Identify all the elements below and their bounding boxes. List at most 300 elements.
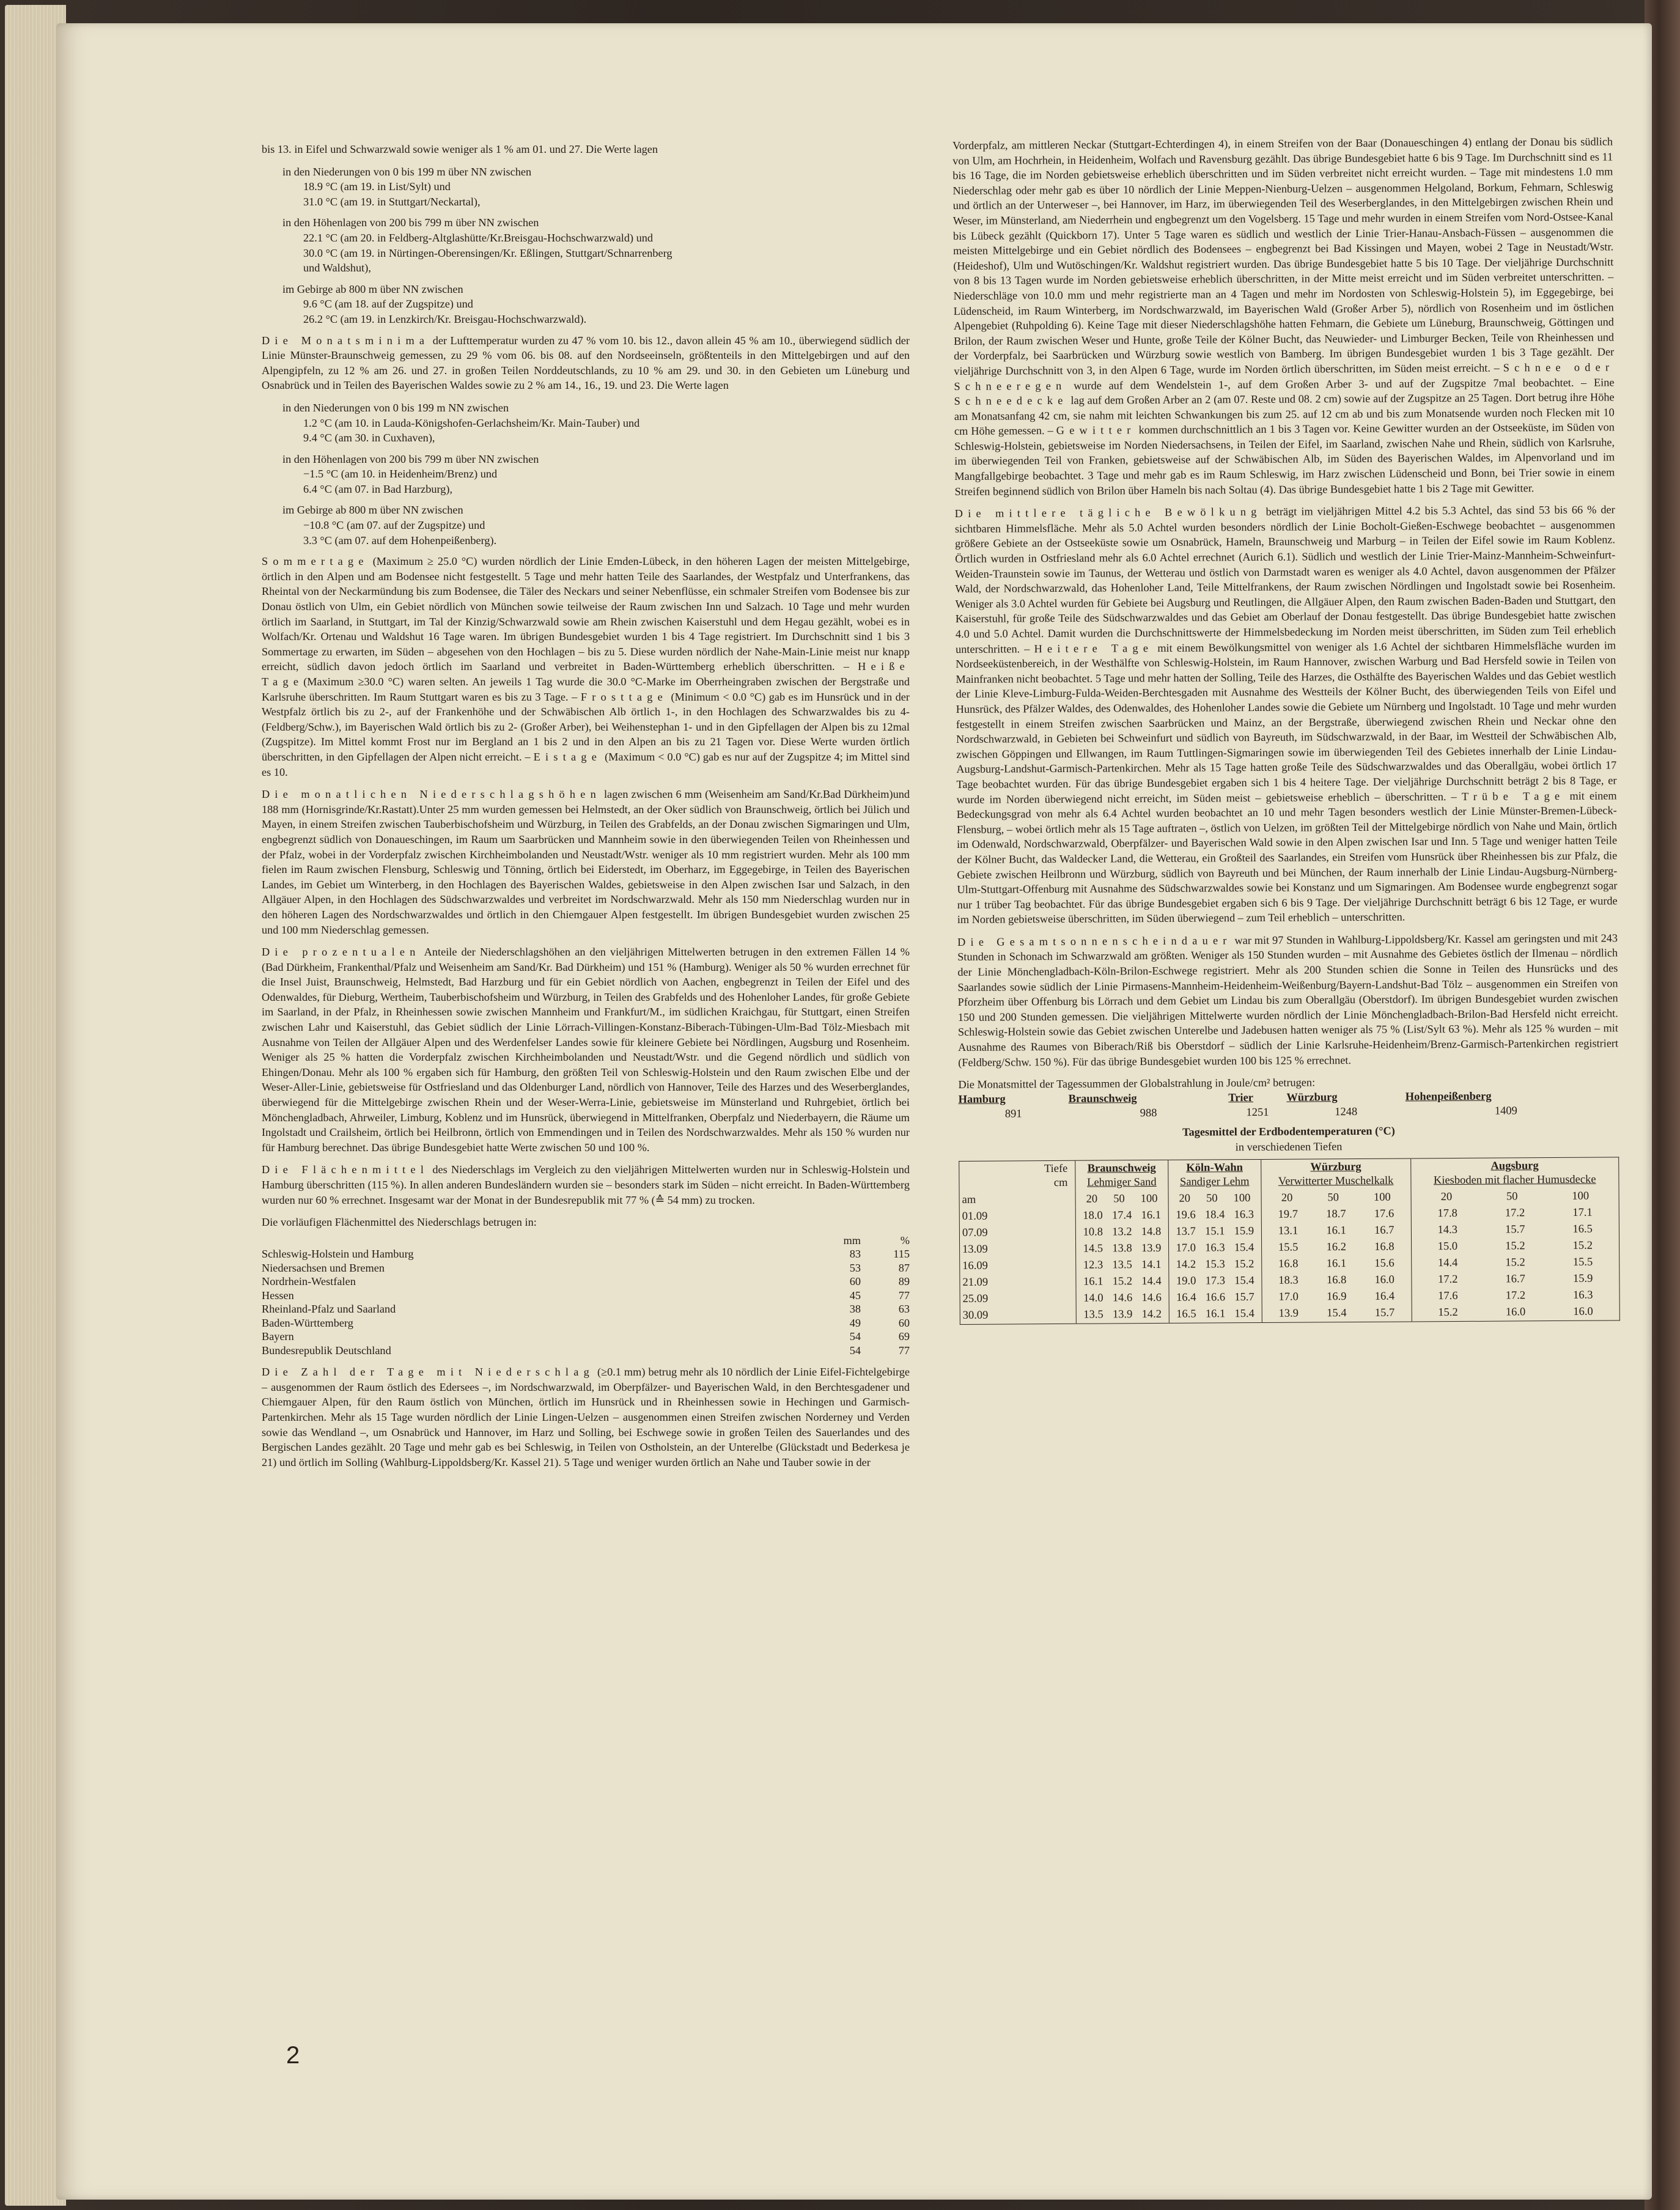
temperature-value: 16.2	[1326, 1241, 1347, 1254]
temperature-value: 17.8	[1437, 1207, 1457, 1220]
depth-value: 50	[1327, 1192, 1339, 1204]
soil-type: Sandiger Lehm	[1179, 1176, 1250, 1188]
temperature-value: 15.2	[1234, 1258, 1254, 1271]
temperature-value: 15.4	[1327, 1307, 1347, 1320]
date-cell: 16.09	[962, 1259, 988, 1273]
paragraph-text: (≥0.1 mm) betrug mehr als 10 nördlich der Linie Eifel-Fichtelgebirge – ausgenommen der Raum östlich des Edersees –, im Nordschwarzwald, im Oberpfälzer- und Bayerischen Wald, in den Berchtesgadener und Chiemgauer Alpen, für den Raum östlich von München, örtlich im Hunsrück und in Rheinhessen sowie in Hechingen und Garmisch-Partenkirchen. Mehr als 15 Tage wurden nördlich der Linie Lingen-Uelzen – ausgenommen einen Streifen zwischen Norderney und Verden sowie das Wendland –, um Osnabrück und Hannover, im Harz und Solling, bei Eschwege sowie in großen Teilen des Sauerlandes und des Bergischen Landes gezählt. 20 Tage und mehr gab es bei Schleswig, in Teilen von Ostholstein, an der Unterelbe (Glückstadt und Bederkesa je 21) und örtlich im Solling (Wahlburg-Lippoldsberg/Kr. Kassel 21). 5 Tage und weniger wurden örtlich an Nahe und Tauber sowie in der	[262, 1366, 910, 1468]
temperature-value: 16.1	[1326, 1258, 1347, 1270]
temperature-value: 13.8	[1112, 1242, 1132, 1255]
value-percent: 60	[898, 1316, 910, 1329]
temperature-value: 16.5	[1572, 1223, 1593, 1236]
temperature-values	[1171, 1274, 1259, 1289]
value-mm: 53	[849, 1261, 861, 1274]
date-cell: 30.09	[962, 1309, 989, 1322]
station-name: Trier	[1228, 1091, 1254, 1105]
temperature-value: 16.0	[1505, 1306, 1526, 1319]
depth-cell	[1075, 1191, 1168, 1208]
temperature-values	[1078, 1258, 1166, 1273]
paragraph-text: war mit 97 Stunden in Wahlburg-Lippoldsberg/Kr. Kassel am geringsten und mit 243 Stunden in Schonach im Schwarzwald am größten. Weniger als 150 Stunden wurden – mit Ausnahme des Gebietes östlich der Ilmenau – nördlich der Linie Mönchengladbach-Köln-Brilon-Eschwege registriert. Mehr als 200 Stunden schien die Sonne in Teilen des Hunsrücks und des Saarlandes sowie südlich der Linie Pirmasens-Mannheim-Heidenheim-Weißenburg/Bayern-Landshut-Bad Tölz – ausgenommen ein Streifen von Pforzheim über Offenburg bis Lörrach und dem Gebiet um Lindau bis zum Oberallgäu (Oberstdorf). Im übrigen Bundesgebiet wurden zwischen 150 und 200 Stunden gemessen. Die vieljährigen Mittelwerte wurden nördlich der Linie Mönchengladbach-Brilon-Bad Hersfeld nicht erreicht. Schleswig-Holstein sowie das Gebiet zwischen Unterelbe und Jadebusen hatten weniger als 75 % (List/Sylt 63 %). Mehr als 125 % wurden – mit Ausnahme des Raumes von Biberach/Riß bis Oberstdorf – südlich der Linie Karlsruhe-Heidenheim/Brenz-Garmisch-Partenkirchen registriert (Feldberg/Schw. 150 %). Für das übrige Bundesgebiet wurden 100 bis 125 % errechnet.	[957, 932, 1619, 1069]
range-line: 9.4 °C (am 30. in Cuxhaven),	[303, 432, 435, 444]
spaced-term: Die mittlere tägliche Bewölkung	[954, 506, 1262, 520]
temperature-value: 15.2	[1505, 1256, 1525, 1269]
paragraph	[952, 134, 1615, 499]
table-row	[262, 1316, 910, 1330]
precipitation-table	[262, 1234, 910, 1358]
soil-table-title: Tagesmittel der Erdbodentemperaturen (°C)	[1182, 1124, 1395, 1138]
temperature-value: 14.6	[1112, 1292, 1133, 1305]
temperature-value: 16.0	[1374, 1273, 1394, 1287]
temperature-value: 13.9	[1278, 1307, 1299, 1320]
paragraph	[262, 333, 910, 393]
temperature-values	[1264, 1224, 1409, 1239]
depth-value: 20	[1281, 1192, 1293, 1204]
value-mm: 38	[849, 1303, 861, 1316]
spaced-term: Schneedecke	[954, 394, 1068, 408]
range-heading: im Gebirge ab 800 m über NN zwischen	[282, 282, 463, 295]
temperature-value: 14.4	[1437, 1257, 1458, 1270]
temperature-value: 16.4	[1374, 1290, 1395, 1303]
paragraph	[262, 1162, 910, 1207]
temperature-value: 17.2	[1438, 1273, 1458, 1286]
range-heading: im Gebirge ab 800 m über NN zwischen	[282, 504, 463, 517]
temperature-value: 16.3	[1234, 1209, 1254, 1221]
temperature-values	[1171, 1225, 1259, 1239]
state-name: Bayern	[262, 1330, 294, 1343]
temperature-values	[1264, 1257, 1409, 1272]
range-heading: in den Niederungen von 0 bis 199 m über NN zwischen	[282, 165, 532, 178]
soil-type: Lehmiger Sand	[1087, 1176, 1157, 1189]
temperature-cell	[1261, 1239, 1411, 1256]
range-block	[262, 164, 910, 210]
range-line: 1.2 °C (am 10. in Lauda-Königshofen-Gerlachsheim/Kr. Main-Tauber) und	[303, 416, 640, 429]
value-percent: 77	[898, 1289, 910, 1302]
soil-table-subtitle: in verschiedenen Tiefen	[1235, 1140, 1343, 1153]
temperature-values	[1414, 1272, 1617, 1287]
temperature-cell	[1168, 1207, 1261, 1224]
depth-value: 20	[1086, 1193, 1098, 1206]
depth-cell	[1261, 1190, 1411, 1207]
temperature-value: 17.3	[1205, 1275, 1226, 1287]
spaced-term: Die Zahl der Tage mit Niederschlag	[262, 1366, 594, 1379]
temperature-value: 14.0	[1083, 1292, 1103, 1305]
temperature-value: 15.3	[1205, 1258, 1225, 1271]
depth-values	[1078, 1192, 1166, 1207]
radiation-value: 1251	[1246, 1107, 1269, 1119]
temperature-value: 14.5	[1083, 1242, 1103, 1255]
depth-cell	[1168, 1190, 1261, 1207]
temperature-values	[1078, 1209, 1166, 1223]
range-line: 6.4 °C (am 07. in Bad Harzburg),	[303, 482, 453, 495]
value-percent: 115	[893, 1248, 910, 1261]
depth-value: 100	[1233, 1192, 1251, 1205]
range-block	[262, 503, 910, 548]
station-name: Hohenpeißenberg	[1405, 1090, 1492, 1103]
state-name: Baden-Württemberg	[262, 1316, 353, 1329]
temperature-value: 15.0	[1437, 1240, 1458, 1253]
range-line: 3.3 °C (am 07. auf dem Hohenpeißenberg).	[303, 534, 497, 547]
temperature-value: 13.9	[1141, 1242, 1162, 1255]
state-name: Niedersachsen und Bremen	[262, 1261, 385, 1274]
date-cell: 21.09	[962, 1276, 989, 1289]
temperature-cell	[1262, 1289, 1412, 1306]
value-percent: 89	[898, 1275, 910, 1288]
temperature-value: 13.5	[1112, 1259, 1132, 1272]
spaced-term: Schnee oder Schneeregen	[954, 361, 1615, 392]
temperature-values	[1078, 1275, 1166, 1289]
temperature-value: 15.2	[1572, 1239, 1593, 1253]
temperature-values	[1264, 1240, 1409, 1255]
paragraph-text: kommen durchschnittlich an 1 bis 3 Tagen vor. Keine Gewitter wurden an der Ostseeküste, im Süden von Schleswig-Holstein, gebietsweise im Norden Niedersachsens, in Teilen der Eifel, im Saarland, zwischen Nahe und Rhein, südlich von Karlsruhe, im überwiegenden Teil von Franken, gebietsweise auf der Schwäbischen Alb, im Süden des Bayerischen Waldes, im Alpenvorland und im Mangfallgebirge beobachtet. 3 Tage und mehr gab es im Raum Schleswig, im Harz zwischen Lüdenscheid und Bonn, bei Trier sowie in einem Streifen beginnend südlich von Brilon über Hameln bis nach Soltau (4). Das übrige Bundesgebiet hatte 1 bis 2 Tage mit Gewitter.	[954, 421, 1615, 498]
range-block	[262, 282, 910, 327]
soil-type: Kiesboden mit flacher Humusdecke	[1433, 1173, 1596, 1187]
station-header	[1075, 1160, 1168, 1192]
temperature-value: 16.1	[1205, 1308, 1226, 1320]
temperature-cell	[1076, 1257, 1169, 1274]
temperature-cell	[1412, 1304, 1620, 1322]
temperature-values	[1264, 1306, 1409, 1321]
soil-type: Verwitterter Muschelkalk	[1278, 1174, 1394, 1188]
temperature-value: 16.9	[1327, 1291, 1347, 1303]
temperature-values	[1171, 1241, 1259, 1256]
spaced-term: Eistage	[533, 750, 602, 763]
range-block	[262, 452, 910, 497]
radiation-value: 1409	[1494, 1105, 1517, 1118]
left-column	[262, 142, 910, 1477]
spaced-term: Heitere Tage	[1034, 641, 1154, 655]
paragraph-text: (Maximum ≥ 25.0 °C) wurden nördlich der Linie Emden-Lübeck, in den höheren Lagen der meisten Mittelgebirge, örtlich in den Alpen und am Bodensee nicht festgestellt. 5 Tage und mehr hatten Teile des Saarlandes, der Westpfalz und Unterfrankens, das Rheintal von der Neckarmündung bis zum Bodensee, die Täler des Neckars und seiner Nebenflüsse, ein schmaler Streifen vom Bodensee bis zur Donau östlich von Ulm, ein Gebiet nördlich von München sowie teilweise der Raum zwischen Inn und Salzach. 10 Tage und mehr wurden örtlich im Saarland, in Stuttgart, im Tal der Kinzig/Schwarzwald sowie am Rhein zwischen Kaiserstuhl und dem Hegau gezählt, wobei es in Wolfach/Kr. Ortenau und Waldshut 16 Tage waren. Im übrigen Bundesgebiet wurden 1 bis 4 Tage registriert. Im Durchschnitt sind 1 bis 3 Sommertage zu erwarten, im Süden – abgesehen von den Hochlagen – bis zu 5. Diese wurden nördlich der Nahe-Main-Linie meist nur knapp erreicht, südlich davon jedoch örtlich im Saarland und verbreitet in Baden-Württemberg erheblich überschritten. –	[262, 555, 910, 673]
temperature-value: 17.0	[1278, 1291, 1299, 1303]
temperature-values	[1414, 1305, 1617, 1320]
temperature-values	[1414, 1256, 1617, 1271]
state-name: Bundesrepublik Deutschland	[262, 1344, 391, 1357]
temperature-value: 18.3	[1278, 1274, 1299, 1287]
temperature-value: 15.5	[1572, 1256, 1593, 1269]
temperature-value: 17.2	[1505, 1289, 1526, 1302]
depth-value: 20	[1440, 1191, 1453, 1204]
value-percent: 77	[898, 1344, 910, 1357]
value-mm: 60	[849, 1275, 861, 1288]
temperature-values	[1414, 1239, 1617, 1254]
station-header	[1410, 1157, 1619, 1190]
temperature-value: 14.3	[1437, 1224, 1458, 1237]
range-block	[262, 400, 910, 446]
temperature-cell	[1169, 1306, 1262, 1323]
temperature-value: 14.6	[1141, 1292, 1162, 1305]
temperature-cell	[1168, 1223, 1261, 1240]
depth-value: 20	[1179, 1192, 1191, 1205]
temperature-value: 12.3	[1083, 1259, 1103, 1272]
depth-values	[1264, 1191, 1408, 1206]
temperature-values	[1413, 1206, 1616, 1221]
radiation-table	[959, 1088, 1607, 1122]
paragraph-text: des Niederschlags im Vergleich zu den vieljährigen Mittelwerten wurden nur in Schleswig-Holstein und Hamburg überschritten (115 %). In allen anderen Bundesländern wurden sie – besonders stark im Süden – nicht erreicht. In Baden-Württemberg wurden nur 60 % errechnet. Insgesamt war der Monat in der Bundesrepublik mit 77 % (≙ 54 mm) zu trocken.	[262, 1163, 910, 1206]
station-name: Würzburg	[1310, 1161, 1361, 1174]
depth-value: 100	[1572, 1190, 1590, 1203]
temperature-cell	[1169, 1273, 1262, 1290]
temperature-value: 15.2	[1505, 1240, 1525, 1253]
range-heading: in den Höhenlagen von 200 bis 799 m über NN zwischen	[282, 452, 539, 465]
spaced-term: Die Flächenmittel	[262, 1163, 429, 1176]
temperature-value: 13.7	[1176, 1225, 1196, 1238]
station-name: Braunschweig	[1068, 1092, 1137, 1105]
temperature-value: 16.8	[1374, 1240, 1394, 1254]
temperature-value: 16.1	[1326, 1225, 1346, 1237]
temperature-cell	[1168, 1240, 1261, 1257]
temperature-value: 13.1	[1278, 1225, 1299, 1237]
table-row	[960, 1304, 1619, 1325]
temperature-cell	[1411, 1271, 1619, 1289]
date-column-label: am	[962, 1193, 976, 1207]
temperature-cell	[1411, 1221, 1619, 1239]
temperature-value: 16.1	[1141, 1209, 1162, 1222]
paragraph	[262, 1365, 910, 1470]
temperature-value: 10.8	[1083, 1226, 1103, 1239]
depth-value: 100	[1140, 1193, 1158, 1206]
paragraph-text: (Maximum < 0.0 °C) gab es nur auf der Zugspitze 4; im Mittel sind es 10.	[262, 750, 910, 778]
temperature-cell	[1262, 1305, 1412, 1323]
temperature-value: 15.9	[1572, 1272, 1593, 1286]
paragraph-text: mit einem Bedeckungsgrad von mehr als 6.4 Achtel wurden beobachtet an 10 und mehr Tagen besonders westlich der Linie Münster-Bremen-Lübeck-Flensburg, – wobei örtlich mehr als 15 Tage auftraten –, östlich von Uelzen, im größten Teil der Mittelgebirge nördlich von Nahe und Main, örtlich im Odenwald, Nordschwarzwald, Oberpfälzer- und Bayerischen Wald sowie in den Alpen zwischen Isar und Inn. 5 Tage und weniger hatten Teile der Kölner Bucht, das Waldecker Land, die Wetterau, ein Großteil des Saarlandes, ein Streifen vom Hunsrück über Rheinhessen bis zur Pfalz, die Gebiete zwischen Heilbronn und Würzburg, südlich von Bayreuth und bei München, der Raum innerhalb der Linie Lindau-Augsburg-Nürnberg-Ulm-Stuttgart-Offenburg mit Ausnahme des Südschwarzwaldes sowie bei Konstanz und um Sigmaringen. Am Bodensee wurde engbegrenzt sogar nur 1 trüber Tag beobachtet. Für das übrige Bundesgebiet ergaben sich 6 bis 9 Tage. Der vieljährige Durchschnitt beträgt 6 bis 12 Tage, er wurde im Norden gebietsweise überschritten, im Süden überwiegend – zum Teil erheblich – unterschritten.	[956, 789, 1618, 926]
temperature-value: 15.4	[1234, 1308, 1254, 1320]
temperature-value: 13.2	[1112, 1226, 1132, 1239]
temperature-value: 16.6	[1205, 1291, 1226, 1304]
temperature-value: 15.4	[1234, 1242, 1254, 1254]
range-line: 9.6 °C (am 18. auf der Zugspitze) und	[303, 298, 473, 311]
temperature-value: 17.4	[1111, 1209, 1132, 1222]
state-name: Schleswig-Holstein und Hamburg	[262, 1248, 414, 1261]
range-heading: in den Niederungen von 0 bis 199 m NN zwischen	[282, 401, 509, 414]
temperature-cell	[1169, 1289, 1262, 1306]
range-line: 31.0 °C (am 19. in Stuttgart/Neckartal),	[303, 195, 481, 208]
temperature-value: 17.6	[1438, 1290, 1458, 1303]
temperature-cell	[1411, 1205, 1619, 1223]
range-block	[262, 215, 910, 275]
spaced-term: Frosttage	[580, 690, 668, 703]
paragraph-text: beträgt im vieljährigen Mittel 4.2 bis 5.3 Achtel, das sind 53 bis 66 % der sichtbaren Himmelsfläche. Mehr als 5.0 Achtel wurden besonders nördlich der Linie Bocholt-Gießen-Eschwege beobachtet – ausgenommen größere Gebiete an der Ostseeküste sowie um Osnabrück, Hameln, Braunschweig und Marburg – in Teilen der Eifel sowie im Raum Koblenz. Örtlich wurden in Ostfriesland mehr als 6.0 Achtel errechnet (Aurich 6.1). Südlich und westlich der Linie Trier-Mainz-Mannheim-Schweinfurt-Weiden-Traunstein sowie im Taunus, der Wetterau und östlich von Darmstadt waren es weniger als 4.0 Achtel, davon ausgenommen der Pfälzer Wald, der Nordschwarzwald, das Hohenloher Land, Teile Mittelfrankens, der Raum zwischen Nördlingen und Ingolstadt sowie bei Rosenheim. Weniger als 3.0 Achtel wurden für Gebiete bei Augsburg und Reutlingen, die Allgäuer Alpen, den Raum zwischen Baden-Baden und Stuttgart, den Kaiserstuhl, für große Teile des Südschwarzwaldes und das Gebiet am Oberlauf der Donau festgestellt. Das übrige Bundesgebiet hatte zwischen 4.0 und 5.0 Achtel. Damit wurden die Durchschnittswerte der Himmelsbedeckung im Norden meist überschritten, im Süden zum Teil erheblich unterschritten. –	[954, 503, 1616, 655]
temperature-cell	[1412, 1287, 1620, 1305]
station-header	[1168, 1160, 1261, 1191]
temperature-values	[1078, 1242, 1166, 1256]
paragraph	[262, 787, 910, 937]
temperature-value: 16.8	[1326, 1274, 1347, 1287]
temperature-value: 15.2	[1438, 1306, 1458, 1319]
state-name: Hessen	[262, 1289, 294, 1302]
temperature-cell	[1261, 1223, 1411, 1240]
table-row	[262, 1247, 910, 1261]
paragraph	[262, 945, 910, 1155]
temperature-cell	[1262, 1272, 1412, 1289]
soil-temperature-table	[959, 1157, 1620, 1325]
temperature-value: 16.1	[1083, 1275, 1103, 1288]
range-line: −1.5 °C (am 10. in Heidenheim/Brenz) und	[303, 468, 498, 481]
temperature-values	[1078, 1225, 1166, 1240]
temperature-value: 19.0	[1176, 1275, 1196, 1287]
temperature-value: 16.7	[1505, 1273, 1525, 1286]
right-column	[952, 134, 1620, 1325]
maxima-list	[262, 164, 910, 327]
temperature-values	[1171, 1291, 1259, 1305]
temperature-value: 18.0	[1083, 1209, 1103, 1222]
table-row	[262, 1261, 910, 1275]
station-name: Braunschweig	[1087, 1162, 1156, 1175]
temperature-value: 16.7	[1374, 1224, 1394, 1237]
temperature-value: 15.4	[1234, 1275, 1254, 1287]
depth-corner-cell	[959, 1160, 1075, 1192]
paragraph-text: Anteile der Niederschlagshöhen an den vieljährigen Mittelwerten betrugen in den extremen Fällen 14 % (Bad Dürkheim, Frankenthal/Pfalz und Weisenheim am Sand/Kr. Bad Dürkheim) und 151 % (Hamburg). Weniger als 50 % wurden errechnet für die Insel Juist, Braunschweig, Helmstedt, Bad Harzburg und für ein Gebiet nördlich von Aachen, engbegrenzt in Teilen der Eifel und des Odenwaldes, für Dieburg, Wertheim, Tauberbischofsheim und Würzburg, in Teilen des Grabfelds und des Hohenloher Landes, für große Gebiete im Saarland, in der Pfalz, in Rheinhessen sowie zwischen Mannheim und Frankfurt/M., im südlichen Kraichgau, für Stuttgart, einen Streifen zwischen Lahr und Kaiserstuhl, das Gebiet südlich der Linie Lörrach-Villingen-Konstanz-Biberach-Tübingen-Ulm-Bad Tölz-Miesbach mit Ausnahme von Teilen der Allgäuer Alpen und des Werdenfelser Landes sowie für kleinere Gebiete bei Nördlingen, Augsburg und Rosenheim. Weniger als 25 % hatten die Vorderpfalz zwischen Kirchheimbolanden und Neustadt/Wstr. und die Gegend nördlich und südlich von Ehingen/Donau. Mehr als 100 % ergaben sich für Hamburg, den größten Teil von Schleswig-Holstein und den Raum zwischen Elbe und der Weser-Aller-Linie, gebietsweise für Ostfriesland und das Oldenburger Land, nördlich von Hannover, Teile des Harzes und des Weserberglandes, überwiegend für die Mittelgebirge zwischen Rhein und der Weser-Werra-Linie, gebietsweise im Münsterland und Ruhrgebiet, örtlich bei Mönchengladbach, Ahrweiler, Limburg, Koblenz und im Hunsrück, überwiegend in Mittelfranken, Oberpfalz und Niederbayern, die Räume um Ingolstadt und Crailsheim, örtlich bei Heilbronn, örtlich von Emmendingen und in Teilen des Nordschwarzwaldes. Mehr als 150 % wurden nur für Hamburg berechnet. Das übrige Bundesgebiet hatte Werte zwischen 50 und 100 %.	[262, 946, 910, 1154]
depth-value: 50	[1206, 1192, 1218, 1205]
depth-unit: cm	[1053, 1177, 1068, 1190]
temperature-value: 16.3	[1573, 1289, 1593, 1302]
temperature-value: 18.4	[1204, 1209, 1225, 1221]
station-name: Hamburg	[958, 1093, 1006, 1106]
temperature-cell	[1075, 1224, 1168, 1241]
table-row	[262, 1302, 910, 1316]
temperature-value: 15.5	[1278, 1241, 1299, 1254]
temperature-values	[1264, 1273, 1409, 1288]
page-number: 2	[286, 2042, 300, 2069]
depth-values	[1171, 1192, 1258, 1206]
temperature-cell	[1075, 1207, 1168, 1225]
paragraph: bis 13. in Eifel und Schwarzwald sowie weniger als 1 % am 01. und 27. Die Werte lagen	[262, 143, 658, 155]
spaced-term: Die Monatsminima	[262, 334, 430, 347]
temperature-values	[1079, 1291, 1166, 1306]
temperature-cell	[1076, 1240, 1169, 1258]
table-intro: Die vorläufigen Flächenmittel des Niederschlags betrugen in:	[262, 1216, 537, 1229]
table-row	[262, 1275, 910, 1289]
paragraph	[262, 554, 910, 779]
temperature-value: 17.2	[1505, 1207, 1525, 1220]
temperature-values	[1264, 1207, 1408, 1222]
radiation-value-row	[959, 1103, 1607, 1122]
station-name: Köln-Wahn	[1186, 1162, 1243, 1174]
radiation-value: 891	[1004, 1108, 1022, 1121]
value-percent: 63	[898, 1303, 910, 1316]
spaced-term: Sommertage	[262, 555, 369, 568]
table-row	[262, 1289, 910, 1303]
spaced-term: Die prozentualen	[262, 946, 421, 959]
value-percent: 69	[898, 1330, 910, 1343]
radiation-intro: Die Monatsmittel der Tagessummen der Globalstrahlung in Joule/cm² betrugen:	[958, 1076, 1316, 1091]
depth-cell	[1411, 1188, 1619, 1206]
depth-value: 50	[1113, 1193, 1125, 1206]
temperature-values	[1171, 1258, 1259, 1272]
temperature-value: 14.2	[1176, 1258, 1196, 1271]
paragraph-text: der Lufttemperatur wurden zu 47 % vom 10. bis 12., davon allein 45 % am 10., überwiegend südlich der Linie Münster-Braunschweig gemessen, zu 29 % vom 06. bis 08. auf den Nordseeinseln, größtenteils in den Mittelgebirgen und auf den Alpengipfeln, zu 12 % am 26. und 27. in großen Teilen Norddeutschlands, zu 10 % am 29. und 30. in den Gebieten um Lüneburg und Osnabrück und in Teilen des Bayerischen Waldes sowie zu 2 % am 14., 16., 19. und 23. Die Werte lagen	[262, 334, 910, 392]
temperature-value: 16.0	[1573, 1305, 1593, 1319]
temperature-value: 14.4	[1141, 1275, 1162, 1288]
date-cell: 13.09	[962, 1243, 988, 1256]
spaced-term: Die Gesamtsonnenscheindauer	[957, 934, 1232, 948]
temperature-cell	[1169, 1256, 1262, 1273]
temperature-cell	[1076, 1306, 1169, 1324]
spaced-term: Gewitter	[1056, 424, 1136, 437]
paragraph-text: lag auf dem Großen Arber an 2 (am 07. Reste und 08. 2 cm) sowie auf der Zugspitze an 25 Tagen. Dort betrug ihre Höhe am Monatsanfang 42 cm, sie nahm mit leichten Schwankungen bis zum 25. auf 12 cm ab und bis zum Monatsende wurden noch Flecken mit 10 cm Höhe gemessen. –	[954, 391, 1615, 438]
date-cell: 01.09	[962, 1210, 988, 1223]
temperature-value: 15.7	[1374, 1306, 1395, 1320]
spaced-term: Die monatlichen Niederschlagshöhen	[262, 788, 601, 801]
table-row	[262, 1330, 910, 1344]
depth-value: 50	[1506, 1190, 1518, 1203]
paragraph	[957, 930, 1618, 1070]
value-mm: 49	[849, 1316, 861, 1329]
table-row	[262, 1344, 910, 1358]
paragraph-text: Vorderpfalz, am mittleren Neckar (Stuttgart-Echterdingen 4), in einem Streifen von der Baar (Donaueschingen 4) entlang der Donau bis südlich von Ulm, am Hochrhein, in Heidenheim, Wolfach und Ravensburg gezählt. Das übrige Bundesgebiet hatte 6 bis 9 Tage. Im Durchschnitt sind es 11 bis 16 Tage, die im Norden gebietsweise erheblich überschritten und im Süden verbreitet nicht erreicht wurden. – Tage mit mindestens 1.0 mm Niederschlag oder mehr gab es über 10 nördlich der Linie Meppen-Nienburg-Uelzen – ausgenommen Helgoland, Borkum, Fehmarn, Schleswig und örtlich an der Unterweser –, bei Hannover, im Harz, im überwiegenden Teil des Weserberglandes, in den Mittelgebirgen zwischen Rhein und Weser, im Münsterland, am Niederrhein und engbegrenzt um den Vogelsberg. 15 Tage und mehr wurden in einem Streifen vom Nord-Ostsee-Kanal bis Lübeck gezählt (Quickborn 17). Unter 5 Tage waren es südlich und westlich der Linie Trier-Hanau-Ansbach-Füssen – ausgenommen die meisten Mittelgebirge und ein Gebiet nördlich des Bodensees – engbegrenzt bei Bad Kissingen und Mayen, wobei 2 Tage in Neustadt/Wstr. (Heideshof), Ulm und Wutöschingen/Kr. Waldshut registriert wurden. Das übrige Bundesgebiet hatte 5 bis 10 Tage. Der vieljährige Durchschnitt von 8 bis 13 Tagen wurde im Norden gebietsweise erheblich überschritten, in der Mitte meist erreicht und im Süden verbreitet unterschritten. – Niederschläge von 10.0 mm und mehr registrierte man an 4 Tagen und mehr im Nordosten von Schleswig-Holstein 5), im Eggegebirge, bei Lüdenscheid, im Raum Winterberg, im Nordschwarzwald, im Bayerischen Wald (Großer Arber 5), nördlich von Rosenheim und im östlichen Alpengebiet (Ruhpolding 6). Keine Tage mit dieser Niederschlagshöhe hatten Fehmarn, die Gebiete um Lüneburg, Braunschweig, Göttingen und Brilon, der Raum zwischen Weser und Hunte, große Teile der Kölner Bucht, das Neuwieder- und Limburger Becken, Teile von Rheinhessen und der Vorderpfalz, bei Saarbrücken und Würzburg sowie westlich von Bamberg. Im übrigen Bundesgebiet wurden 1 bis 3 Tage gezählt. Der vieljährige Durchschnitt von 3, in den Alpen 6 Tage, wurde im Norden örtlich überschritten, im Süden meist erreicht. –	[952, 135, 1615, 377]
range-heading: in den Höhenlagen von 200 bis 799 m über NN zwischen	[282, 216, 539, 229]
spaced-term: Heiße Tage	[262, 660, 910, 688]
radiation-value: 1248	[1335, 1106, 1358, 1119]
value-mm: 54	[849, 1330, 861, 1343]
range-line: 26.2 °C (am 19. in Lenzkirch/Kr. Breisgau-Hochschwarzwald).	[303, 312, 587, 325]
range-line: 30.0 °C (am 19. in Nürtingen-Oberensingen/Kr. Eßlingen, Stuttgart/Schnarrenberg	[303, 246, 672, 259]
temperature-value: 17.6	[1374, 1207, 1394, 1221]
temperature-cell	[1411, 1254, 1619, 1272]
value-mm: 83	[849, 1248, 861, 1261]
soil-header-row	[959, 1157, 1619, 1192]
temperature-value: 13.9	[1112, 1308, 1133, 1321]
date-cell: 25.09	[962, 1292, 989, 1306]
temperature-value: 14.8	[1141, 1226, 1162, 1239]
temperature-value: 13.5	[1083, 1308, 1103, 1321]
temperature-values	[1079, 1308, 1166, 1322]
value-mm: 45	[849, 1289, 861, 1302]
temperature-value: 15.9	[1234, 1225, 1254, 1238]
range-line: 18.9 °C (am 19. in List/Sylt) und	[303, 180, 451, 193]
value-mm: 54	[849, 1344, 861, 1357]
temperature-value: 18.7	[1326, 1208, 1346, 1221]
unit-mm: mm	[843, 1234, 861, 1247]
range-line: 22.1 °C (am 20. in Feldberg-Altglashütte/Kr.Breisgau-Hochschwarzwald) und	[303, 231, 654, 244]
temperature-value: 15.2	[1112, 1275, 1133, 1288]
date-cell: 07.09	[962, 1226, 988, 1240]
spaced-term: Trübe Tage	[1461, 789, 1565, 803]
state-name: Nordrhein-Westfalen	[262, 1275, 356, 1288]
paragraph-text: (Minimum < 0.0 °C) gab es im Hunsrück und in der Westpfalz örtlich bis zu 2-, auf der Frankenhöhe und der Schwäbischen Alb örtlich 1-, in den Hochlagen des Schwarzwaldes bis zu 4- (Feldberg/Schw.), im Bayerischen Wald örtlich bis zu 2- (Großer Arber), bei Weihenstephan 1- und in den Gipfellagen der Alpen bis zu 12mal (Zugspitze). Im Mittel kommt Frost nur im Bergland an 1 bis 2 und in den Alpen an bis zu 21 Tagen vor. Diese Werte wurden örtlich überschritten, in den Gipfellagen der Alpen nicht erreicht. –	[262, 690, 910, 763]
paragraph-text: (Maximum ≥30.0 °C) waren selten. An jeweils 1 Tag wurde die 30.0 °C-Marke im Oberrheingraben zwischen der Bergstraße und Karlsruhe überschritten. Im Raum Stuttgart waren es bis zu 3 Tage. –	[262, 676, 910, 703]
temperature-values	[1171, 1208, 1259, 1223]
depth-values	[1413, 1190, 1616, 1205]
temperature-values	[1172, 1307, 1259, 1322]
depth-label: Tiefe	[1044, 1163, 1068, 1176]
station-name: Augsburg	[1490, 1160, 1539, 1173]
unit-percent: %	[900, 1234, 910, 1247]
state-name: Rheinland-Pfalz und Saarland	[262, 1303, 396, 1316]
station-name: Würzburg	[1286, 1091, 1338, 1104]
temperature-values	[1413, 1223, 1616, 1238]
temperature-value: 14.2	[1141, 1308, 1162, 1321]
temperature-value: 16.4	[1176, 1291, 1196, 1304]
temperature-value: 15.6	[1374, 1257, 1394, 1270]
temperature-cell	[1076, 1273, 1169, 1291]
paragraph	[955, 503, 1618, 927]
minima-list	[262, 400, 910, 548]
temperature-value: 17.0	[1176, 1242, 1196, 1254]
radiation-value: 988	[1140, 1107, 1157, 1120]
range-line: −10.8 °C (am 07. auf der Zugspitze) und	[303, 519, 485, 532]
temperature-value: 15.7	[1234, 1291, 1254, 1304]
temperature-value: 16.3	[1205, 1242, 1225, 1254]
station-header	[1261, 1158, 1410, 1190]
value-percent: 87	[898, 1261, 910, 1274]
temperature-cell	[1411, 1238, 1619, 1256]
range-line: und Waldshut),	[303, 262, 371, 274]
temperature-value: 17.1	[1572, 1206, 1593, 1220]
paragraph-text: mit einem Bewölkungsmittel von weniger als 1.6 Achtel der sichtbaren Himmelsfläche wurden im Nordseeküstenbereich, in der Westhälfte von Schleswig-Holstein, im Raum Hannover, zwischen Warburg und Bad Hersfeld sowie in Teilen von Mainfranken nicht beobachtet. 5 Tage und mehr hatten der Solling, Teile des Harzes, die Osthälfte des Bayerischen Waldes und das Gebiet westlich der Linie Kleve-Limburg-Fulda-Weiden-Berchtesgaden mit Ausnahme des Westteils der Kölner Bucht, des überwiegenden Teils von Eifel und Hunsrück, des Pfälzer Waldes, des Odenwaldes, des Hohenloher Landes sowie die Gebiete um Nürnberg und Ingolstadt. 10 Tage und mehr wurden festgestellt in einem Streifen zwischen Saarbrücken und Mainz, an der Bergstraße, überwiegend zwischen Rhein und Neckar ohne den Nordschwarzwald, in Gebieten bei Schweinfurt und südlich von Bayreuth, im Südschwarzwald, in der Baar, im Westteil der Schwäbischen Alb, zwischen Göppingen und Ellwangen, im Raum Tuttlingen-Sigmaringen sowie im überwiegenden Teil des Gebietes innerhalb der Linie Lindau-Augsburg-Landshut-Garmisch-Partenkirchen. Mehr als 15 Tage hatten große Teile des Südschwarzwaldes und das Oberallgäu, wobei örtlich 17 Tage beobachtet wurden. Für das übrige Bundesgebiet ergaben sich 1 bis 4 heitere Tage. Der vieljährige Durchschnitt beträgt 2 bis 8 Tage, er wurde im Norden überwiegend nicht erreicht, im Süden meist – gebietsweise erheblich – überschritten. –	[956, 638, 1617, 806]
temperature-values	[1264, 1290, 1409, 1305]
depth-value: 100	[1373, 1191, 1391, 1204]
temperature-value: 19.7	[1278, 1208, 1299, 1221]
temperature-value: 15.1	[1205, 1225, 1225, 1238]
temperature-value: 19.6	[1176, 1209, 1196, 1221]
